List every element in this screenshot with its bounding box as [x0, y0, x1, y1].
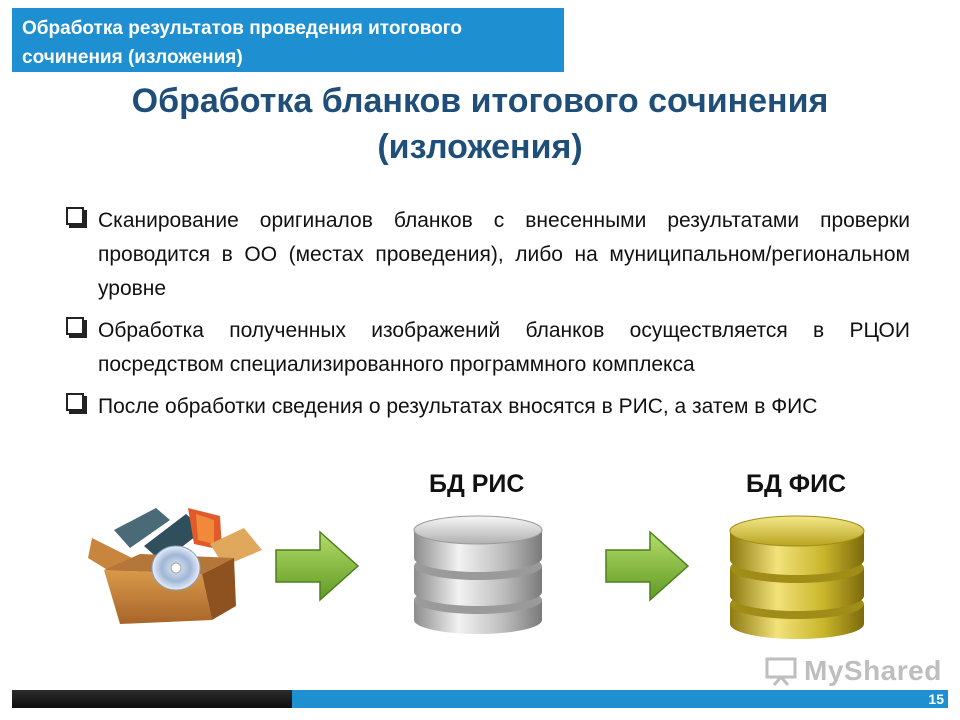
box-with-documents-icon	[84, 500, 274, 630]
header-line-2: сочинения (изложения)	[22, 47, 243, 68]
db-fis-label: БД ФИС	[746, 470, 847, 498]
presentation-board-icon	[764, 656, 798, 686]
footer-bar-blue	[292, 690, 948, 708]
checkbox-bullet-icon	[66, 317, 84, 335]
checkbox-bullet-icon	[66, 393, 84, 411]
bullet-text: Сканирование оригиналов бланков с внесенными результатами проверки проводится в ОО (местах проведения), либо на муниципальном/региональном уровне	[98, 209, 910, 300]
footer-bar-dark	[12, 690, 292, 708]
right-arrow-icon	[274, 530, 360, 602]
bullet-text: После обработки сведения о результатах вносятся в РИС, а затем в ФИС	[98, 395, 818, 418]
slide-title-line-2: (изложения)	[377, 128, 583, 166]
bullet-text: Обработка полученных изображений бланков осуществляется в РЦОИ посредством специализированного программного комплекса	[98, 319, 910, 376]
header-banner	[12, 8, 564, 72]
slide-title	[60, 78, 900, 170]
bullet-list	[66, 204, 910, 432]
bullet-item	[66, 390, 910, 424]
page-number: 15	[928, 691, 944, 707]
bullet-item	[66, 314, 910, 382]
db-ris-label: БД РИС	[429, 470, 525, 498]
header-line-1: Обработка результатов проведения итогового	[22, 18, 462, 39]
checkbox-bullet-icon	[66, 207, 84, 225]
slide-title-line-1: Обработка бланков итогового сочинения	[131, 82, 829, 120]
watermark-text: MyShared	[804, 655, 942, 686]
bullet-item	[66, 204, 910, 306]
right-arrow-icon	[604, 530, 690, 602]
watermark	[764, 654, 942, 688]
database-fis-icon	[724, 512, 870, 646]
database-ris-icon	[408, 512, 548, 642]
